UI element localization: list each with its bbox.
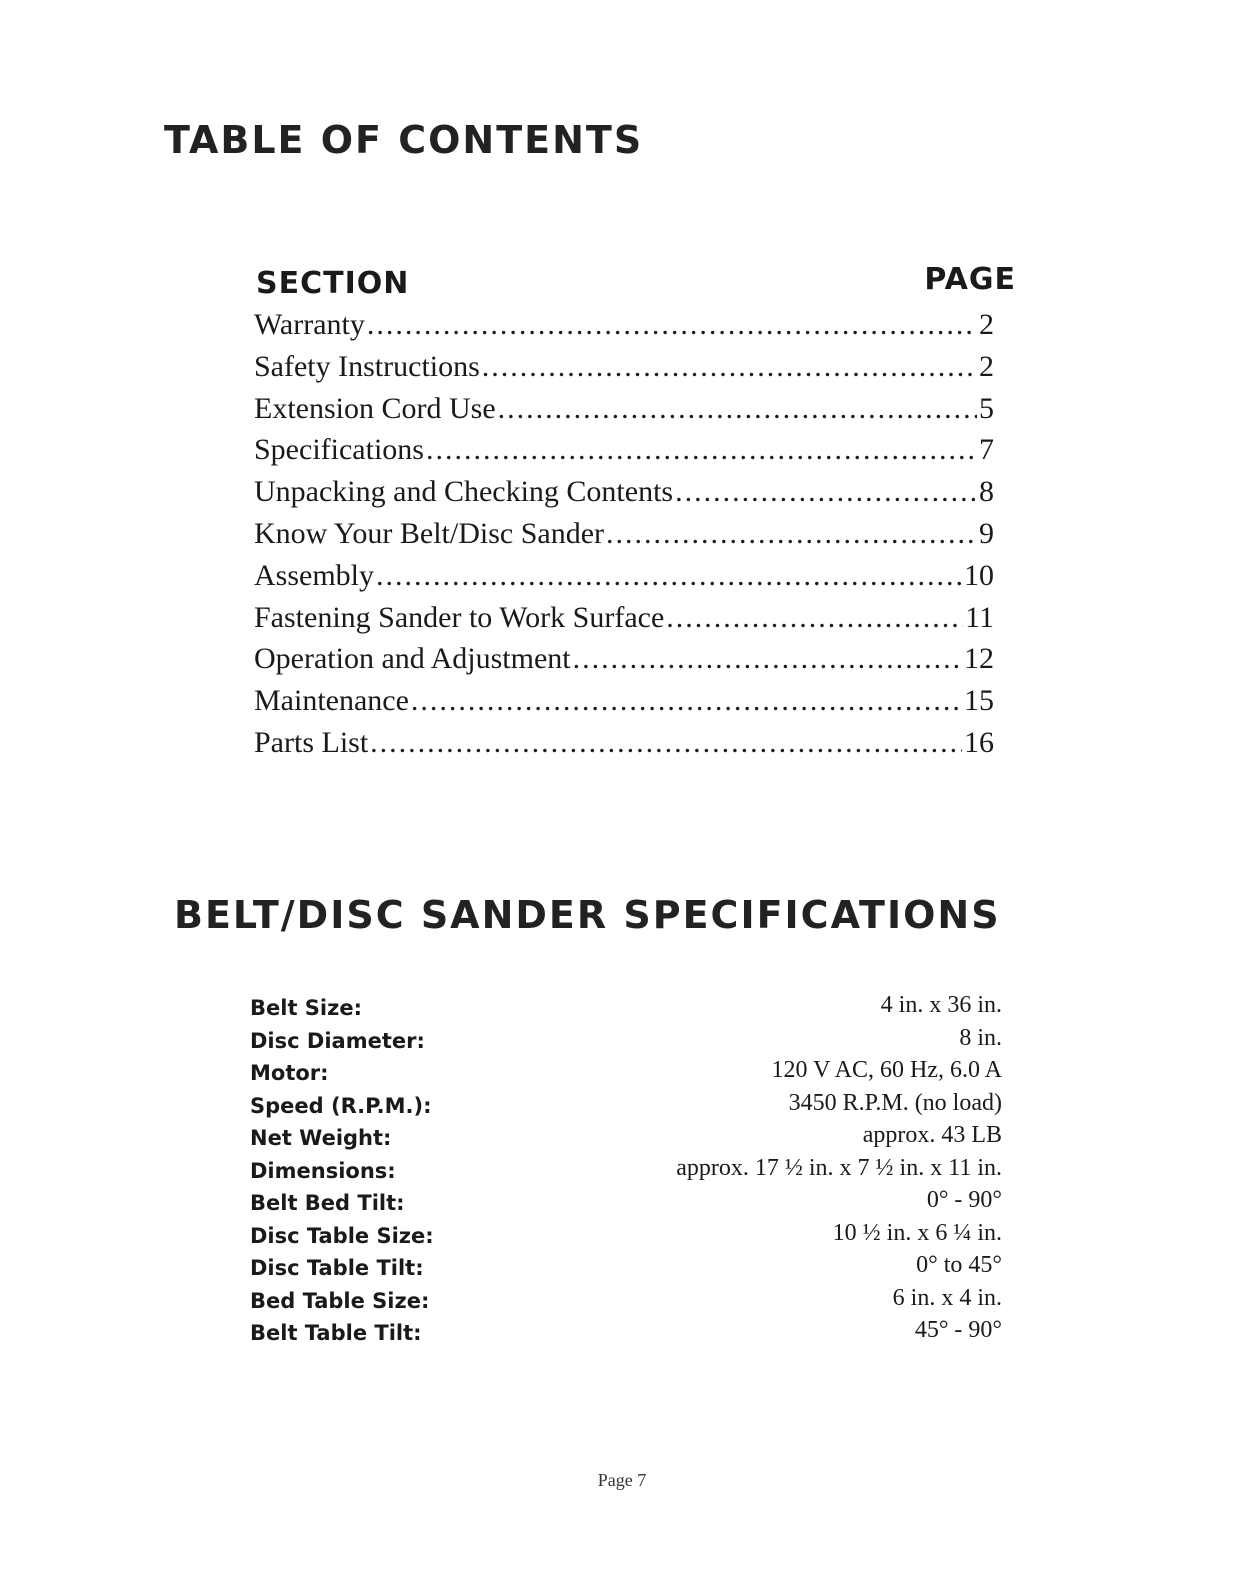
spec-value: 0° to 45° (916, 1252, 1002, 1278)
spec-label: Belt Table Tilt: (250, 1321, 422, 1345)
toc-title: TABLE OF CONTENTS (164, 118, 644, 162)
toc-entry-title: Unpacking and Checking Contents (254, 475, 674, 509)
dot-leader (376, 559, 962, 593)
spec-row-disc-diameter (250, 1025, 1002, 1058)
dot-leader (606, 517, 977, 551)
spec-value: 4 in. x 36 in. (880, 992, 1002, 1018)
spec-value: 45° - 90° (914, 1317, 1002, 1343)
spec-label: Motor: (250, 1061, 329, 1085)
toc-entry-know-your-sander[interactable] (254, 517, 994, 559)
spec-row-speed (250, 1090, 1002, 1123)
spec-label: Belt Size: (250, 996, 362, 1020)
toc-entry-warranty[interactable] (254, 308, 994, 350)
spec-row-bed-table-size (250, 1285, 1002, 1318)
dot-leader (482, 350, 977, 384)
specifications-title: BELT/DISC SANDER SPECIFICATIONS (174, 893, 1001, 937)
dot-leader (573, 642, 962, 676)
spec-value: 8 in. (959, 1024, 1002, 1051)
spec-value: 10 ½ in. x 6 ¼ in. (832, 1219, 1002, 1246)
spec-row-belt-table-tilt (250, 1317, 1002, 1350)
section-column-header: SECTION (256, 266, 410, 301)
toc-header (254, 262, 1016, 312)
toc-entry-assembly[interactable] (254, 559, 994, 601)
toc-entry-operation-adjustment[interactable] (254, 642, 994, 684)
dot-leader (498, 392, 977, 426)
dot-leader (666, 601, 963, 635)
dot-leader (370, 726, 962, 760)
toc-entry-title: Warranty (254, 308, 365, 341)
toc-entry-title: Specifications (254, 433, 424, 467)
toc-entry-page: 2 (979, 308, 994, 341)
toc-entry-title: Assembly (254, 558, 374, 592)
toc-entry-page: 12 (964, 642, 994, 676)
spec-label: Net Weight: (250, 1126, 392, 1150)
spec-value: 6 in. x 4 in. (892, 1284, 1002, 1311)
toc-entry-fastening-sander[interactable] (254, 601, 994, 643)
spec-value: 3450 R.P.M. (no load) (788, 1089, 1002, 1116)
toc-entry-page: 9 (979, 516, 994, 550)
spec-row-motor (250, 1057, 1002, 1090)
spec-value: 120 V AC, 60 Hz, 6.0 A (771, 1057, 1002, 1083)
toc-entry-page: 7 (979, 433, 994, 467)
page-column-header: PAGE (924, 262, 1016, 297)
toc-entry-maintenance[interactable] (254, 684, 994, 726)
spec-row-net-weight (250, 1122, 1002, 1155)
page-number: Page 7 (597, 1470, 647, 1490)
specifications-table (250, 992, 1002, 1350)
spec-value: approx. 17 ½ in. x 7 ½ in. x 11 in. (676, 1154, 1002, 1181)
spec-row-disc-table-size (250, 1220, 1002, 1253)
toc-entry-title: Operation and Adjustment (254, 642, 571, 676)
spec-label: Disc Diameter: (250, 1028, 425, 1053)
toc-entry-title: Parts List (254, 725, 369, 759)
spec-label: Belt Bed Tilt: (250, 1191, 405, 1215)
spec-row-dimensions (250, 1155, 1002, 1188)
toc-entry-parts-list[interactable] (254, 726, 994, 768)
toc-entry-page: 10 (964, 558, 994, 592)
toc-entry-title: Know Your Belt/Disc Sander (254, 516, 604, 550)
toc-entry-page: 8 (979, 475, 994, 509)
toc-entry-page: 15 (964, 684, 994, 718)
dot-leader (367, 308, 977, 342)
toc-entry-title: Safety Instructions (254, 349, 480, 383)
toc-entry-page: 2 (979, 349, 994, 383)
dot-leader (411, 684, 962, 718)
spec-label: Disc Table Size: (250, 1223, 434, 1248)
toc-entry-page: 11 (965, 600, 994, 634)
spec-row-disc-table-tilt (250, 1252, 1002, 1285)
toc-entry-page: 16 (964, 725, 994, 759)
spec-value: approx. 43 LB (862, 1122, 1002, 1148)
spec-label: Dimensions: (250, 1158, 396, 1183)
toc-entry-extension-cord-use[interactable] (254, 392, 994, 434)
table-of-contents (254, 262, 1016, 759)
spec-label: Speed (R.P.M.): (250, 1093, 432, 1118)
toc-entry-safety-instructions[interactable] (254, 350, 994, 392)
toc-entry-specifications[interactable] (254, 433, 994, 475)
toc-entry-title: Fastening Sander to Work Surface (254, 600, 665, 634)
spec-value: 0° - 90° (926, 1187, 1002, 1213)
dot-leader (426, 433, 977, 467)
toc-entry-title: Extension Cord Use (254, 391, 496, 425)
spec-row-belt-bed-tilt (250, 1187, 1002, 1220)
toc-entry-unpacking[interactable] (254, 475, 994, 517)
spec-label: Disc Table Tilt: (250, 1256, 424, 1280)
toc-entry-page: 5 (979, 391, 994, 425)
dot-leader (675, 475, 977, 509)
spec-label: Bed Table Size: (250, 1288, 430, 1313)
toc-list (254, 308, 994, 768)
spec-row-belt-size (250, 992, 1002, 1025)
toc-entry-title: Maintenance (254, 684, 409, 718)
